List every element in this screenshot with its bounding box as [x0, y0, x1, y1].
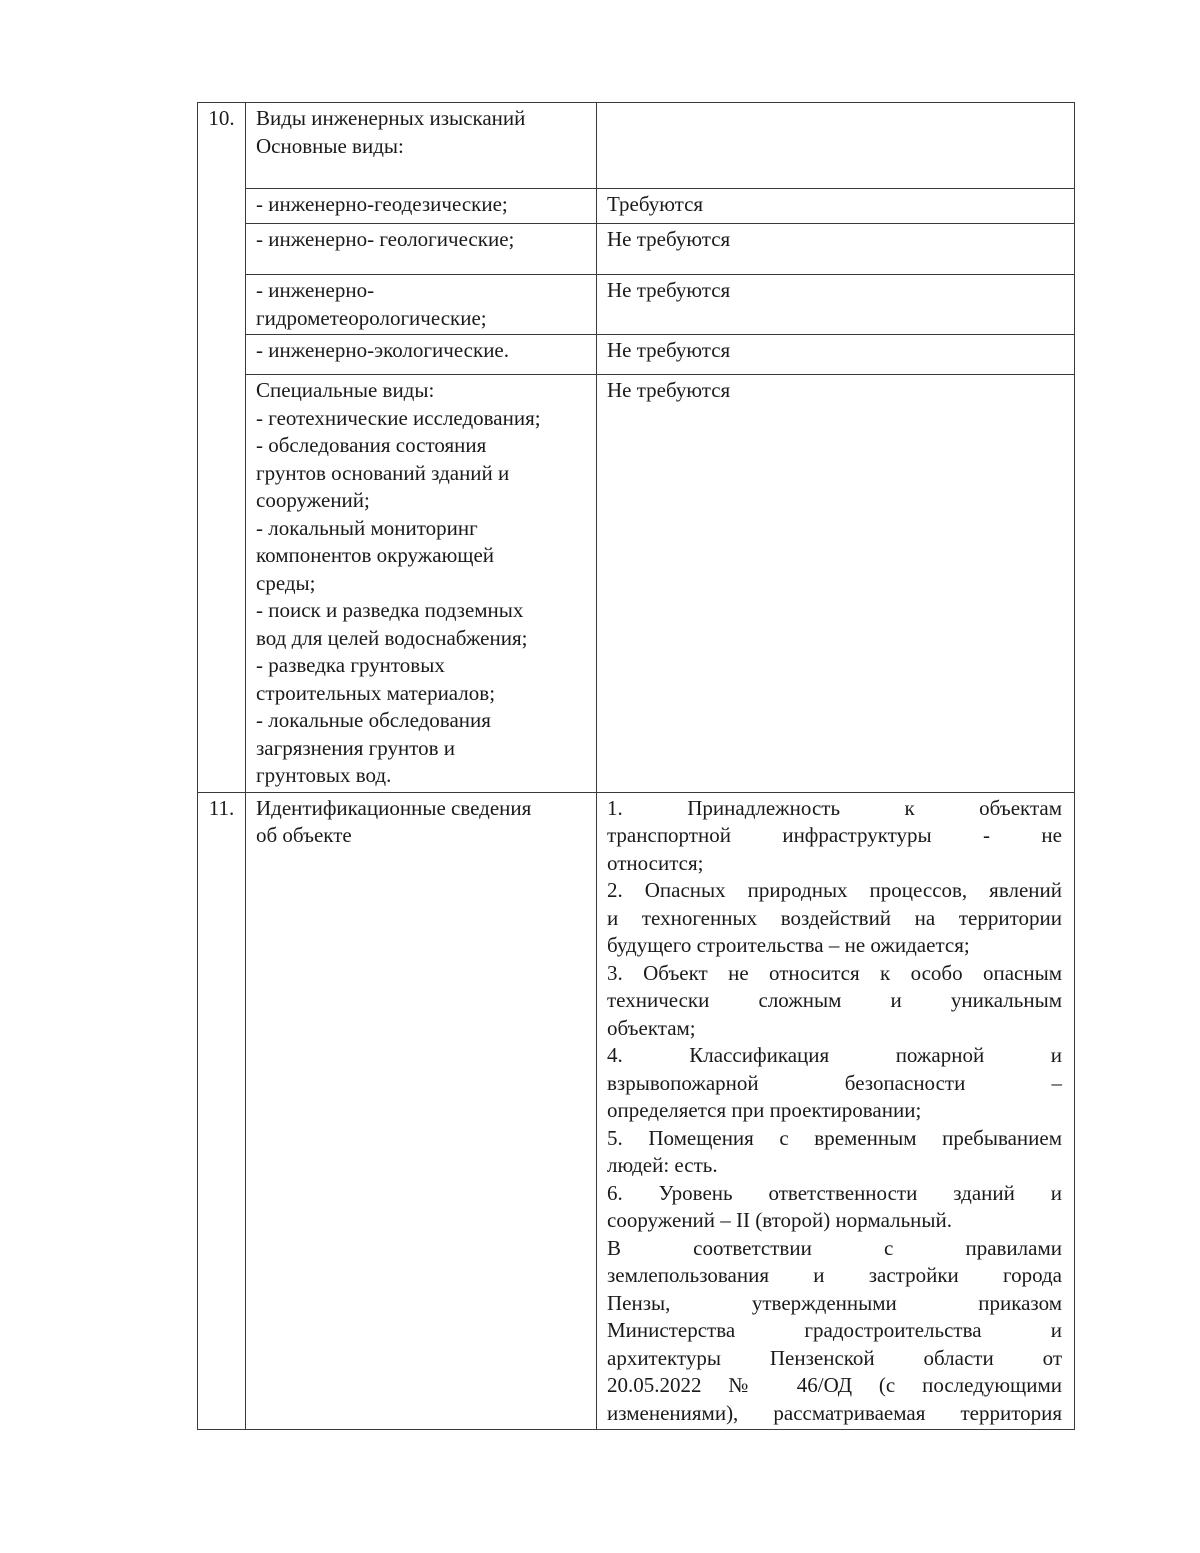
label-line: среды; [256, 570, 316, 595]
detail-line: людей: есть. [607, 1153, 718, 1177]
detail-line: 2. Опасных природных процессов, явлений [607, 878, 1062, 902]
row-number: 10. [198, 103, 246, 189]
label-line: компонентов окружающей [256, 543, 495, 567]
label-line: вод для целей водоснабжения; [256, 625, 528, 650]
label-line: об объекте [256, 823, 352, 847]
table-row [198, 189, 1075, 224]
special-surveys-label [246, 375, 597, 793]
detail-line: транспортной инфраструктуры - не [607, 823, 1062, 847]
detail-line: определяется при проектировании; [607, 1098, 922, 1122]
label-line: - поиск и разведка подземных [256, 598, 524, 622]
detail-line: 20.05.2022 № 46/ОД (с последующими [607, 1373, 1062, 1397]
detail-line: Пензы, утвержденными приказом [607, 1290, 1062, 1315]
survey-label: - инженерно-экологические. [246, 335, 597, 375]
section-heading [246, 103, 597, 189]
detail-line: изменениями), рассматриваемая территория [607, 1400, 1062, 1425]
detail-line: архитектуры Пензенской области от [607, 1345, 1062, 1370]
survey-value: Не требуются [597, 224, 1075, 275]
detail-line: сооружений – II (второй) нормальный. [607, 1208, 953, 1232]
label-line: сооружений; [256, 488, 370, 512]
detail-line: относится; [607, 850, 704, 875]
label-line: строительных материалов; [256, 680, 496, 705]
specification-table [197, 102, 1075, 1430]
row-number-cell [198, 189, 246, 224]
row-number-cell [198, 375, 246, 793]
identification-details [597, 792, 1075, 1430]
label-line: - геотехнические исследования; [256, 405, 541, 430]
detail-line: Министерства градостроительства и [607, 1318, 1062, 1342]
survey-label: - инженерно-геодезические; [246, 189, 597, 224]
survey-value: Не требуются [597, 375, 1075, 793]
detail-line: объектам; [607, 1015, 696, 1040]
label-line: грунтов оснований зданий и [256, 460, 510, 485]
table-row [198, 375, 1075, 793]
survey-value: Требуются [597, 189, 1075, 224]
heading-line: Основные виды: [256, 133, 404, 158]
detail-line: 6. Уровень ответственности зданий и [607, 1180, 1062, 1205]
detail-line: технически сложным и уникальным [607, 988, 1062, 1012]
detail-line: 3. Объект не относится к особо опасным [607, 960, 1062, 985]
survey-value: Не требуются [597, 275, 1075, 335]
detail-line: будущего строительства – не ожидается; [607, 933, 970, 957]
detail-line: 1. Принадлежность к объектам [607, 795, 1062, 820]
detail-line: 4. Классификация пожарной и [607, 1043, 1062, 1067]
table-row [198, 224, 1075, 275]
heading-line: Виды инженерных изысканий [256, 106, 526, 130]
survey-label: - инженерно- геологические; [246, 224, 597, 275]
label-line: - локальный мониторинг [256, 515, 478, 540]
detail-line: В соответствии с правилами [607, 1235, 1062, 1260]
detail-line: 5. Помещения с временным пребыванием [607, 1125, 1062, 1150]
table-row [198, 275, 1075, 335]
label-line: - локальные обследования [256, 708, 491, 732]
survey-value: Не требуются [597, 335, 1075, 375]
row-number-cell [198, 275, 246, 335]
label-line: - обследования состояния [256, 433, 487, 457]
label-line: - разведка грунтовых [256, 653, 445, 677]
label-line: Идентификационные сведения [256, 795, 532, 820]
label-line: Специальные виды: [256, 378, 435, 402]
label-line: загрязнения грунтов и [256, 735, 456, 760]
survey-label [246, 275, 597, 335]
value-cell [597, 103, 1075, 189]
row-number: 11. [198, 792, 246, 1430]
table-row [198, 335, 1075, 375]
detail-line: взрывопожарной безопасности – [607, 1070, 1062, 1095]
label-line: грунтовых вод. [256, 763, 392, 787]
table-row [198, 103, 1075, 189]
row-number-cell [198, 335, 246, 375]
table-row [198, 792, 1075, 1430]
identification-label [246, 792, 597, 1430]
label-line: гидрометеорологические; [256, 305, 487, 330]
detail-line: землепользования и застройки города [607, 1263, 1062, 1287]
label-line: - инженерно- [256, 278, 375, 302]
detail-line: и техногенных воздействий на территории [607, 905, 1062, 930]
row-number-cell [198, 224, 246, 275]
